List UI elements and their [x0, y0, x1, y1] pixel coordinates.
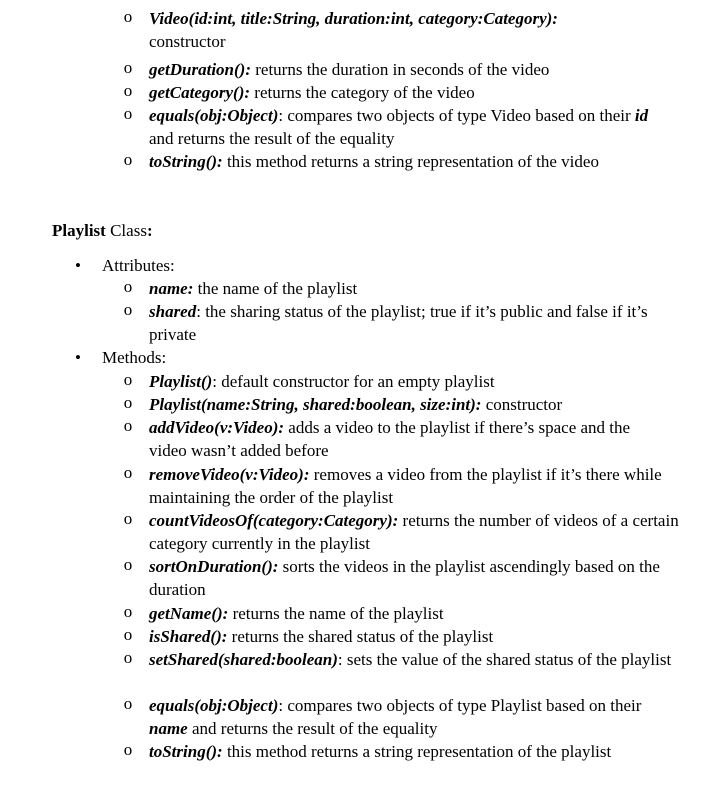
list-item [122, 393, 682, 416]
method-description: constructor [481, 395, 563, 414]
hollow-bullet-icon: o [123, 7, 133, 26]
list-item [122, 509, 687, 555]
method-signature: sortOnDuration(): [149, 557, 279, 576]
hollow-bullet-icon: o [123, 740, 133, 759]
list-item [122, 104, 652, 150]
hollow-bullet-icon: o [123, 463, 133, 482]
method-signature: addVideo(v:Video): [149, 418, 285, 437]
attribute-name: name: [149, 279, 194, 298]
method-signature: equals(obj:Object) [149, 106, 279, 125]
method-signature: Playlist(name:String, shared:boolean, size:int): [149, 395, 482, 414]
list-item [122, 555, 667, 601]
method-description: constructor [149, 32, 226, 51]
method-description: : default constructor for an empty playlist [212, 372, 495, 391]
method-description: sorts the videos in the playlist ascendingly based on the duration [149, 557, 660, 599]
method-description: : compares two objects of type Video based on their [278, 106, 635, 125]
attributes-label: Attributes: [102, 256, 175, 275]
list-item [122, 277, 682, 300]
list-item [122, 463, 674, 509]
method-signature: Video(id:int, title:String, duration:int, category:Category): [149, 9, 558, 28]
class-name: Playlist [52, 221, 106, 240]
section-heading [52, 219, 153, 242]
bullet-icon: • [75, 348, 81, 367]
field-name: name [149, 719, 188, 738]
list-item [122, 370, 682, 393]
field-name: id [634, 106, 649, 125]
hollow-bullet-icon: o [123, 58, 133, 77]
method-description: returns the name of the playlist [228, 604, 444, 623]
hollow-bullet-icon: o [123, 625, 133, 644]
method-description: this method returns a string representation of the playlist [222, 742, 612, 761]
hollow-bullet-icon: o [123, 393, 133, 412]
list-item [122, 648, 672, 671]
list-item [122, 694, 662, 740]
hollow-bullet-icon: o [123, 509, 133, 528]
method-description: returns the duration in seconds of the video [251, 60, 550, 79]
method-description-end: and returns the result of the equality [149, 129, 395, 148]
attribute-name: shared [149, 302, 197, 321]
list-item [122, 740, 682, 763]
method-signature: toString(): [149, 742, 223, 761]
hollow-bullet-icon: o [123, 81, 133, 100]
hollow-bullet-icon: o [123, 370, 133, 389]
method-signature: getName(): [149, 604, 229, 623]
method-signature: isShared(): [149, 627, 228, 646]
hollow-bullet-icon: o [123, 694, 133, 713]
hollow-bullet-icon: o [123, 648, 133, 667]
method-description: : sets the value of the shared status of the playlist [337, 650, 672, 669]
method-signature: toString(): [149, 152, 223, 171]
methods-item [72, 346, 166, 369]
methods-label: Methods: [102, 348, 167, 367]
attributes-item [72, 254, 175, 277]
method-signature: Playlist() [149, 372, 213, 391]
list-item [122, 81, 682, 104]
method-description: returns the shared status of the playlist [227, 627, 494, 646]
attribute-description: : the sharing status of the playlist; true if it’s public and false if it’s private [149, 302, 648, 344]
heading-colon: : [146, 221, 153, 240]
method-description: : compares two objects of type Playlist based on their [278, 696, 642, 715]
method-description: returns the category of the video [250, 83, 475, 102]
class-label: Class [105, 221, 147, 240]
list-item [122, 416, 662, 462]
list-item [122, 58, 682, 81]
hollow-bullet-icon: o [123, 555, 133, 574]
bullet-icon: • [75, 256, 81, 275]
list-item [122, 602, 682, 625]
method-description-end: and returns the result of the equality [187, 719, 438, 738]
hollow-bullet-icon: o [123, 416, 133, 435]
attribute-description: the name of the playlist [193, 279, 358, 298]
hollow-bullet-icon: o [123, 277, 133, 296]
method-description: returns the number of videos of a certain category currently in the playlist [149, 511, 679, 553]
method-signature: equals(obj:Object) [149, 696, 279, 715]
method-signature: removeVideo(v:Video): [149, 465, 310, 484]
method-description: adds a video to the playlist if there’s space and the video wasn’t added before [149, 418, 631, 460]
method-signature: countVideosOf(category:Category): [149, 511, 399, 530]
list-item [122, 150, 682, 173]
hollow-bullet-icon: o [123, 104, 133, 123]
list-item [122, 300, 682, 346]
method-signature: getDuration(): [149, 60, 251, 79]
method-signature: getCategory(): [149, 83, 251, 102]
list-item [122, 625, 682, 648]
method-description: this method returns a string representation of the video [222, 152, 599, 171]
method-signature: setShared(shared:boolean) [149, 650, 338, 669]
method-description: removes a video from the playlist if it’s there while maintaining the order of the playlist [149, 465, 662, 507]
hollow-bullet-icon: o [123, 602, 133, 621]
hollow-bullet-icon: o [123, 300, 133, 319]
hollow-bullet-icon: o [123, 150, 133, 169]
list-item [122, 7, 682, 53]
